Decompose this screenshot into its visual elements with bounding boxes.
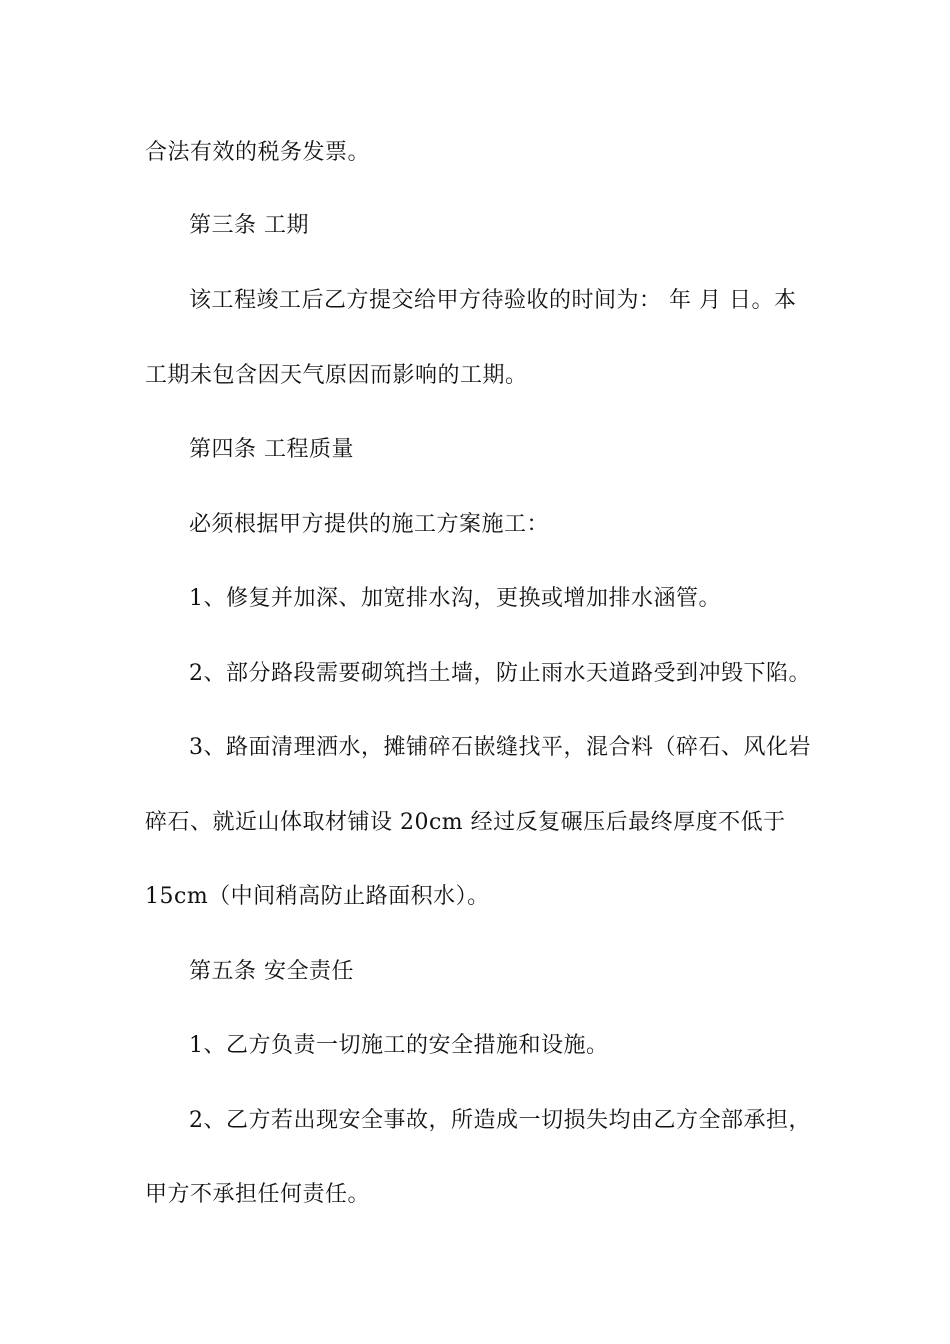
paragraph-continuation: 合法有效的税务发票。	[145, 140, 371, 165]
article-5-item-2: 2、乙方若出现安全事故，所造成一切损失均由乙方全部承担，	[189, 1108, 811, 1133]
article-3-heading: 第三条 工期	[189, 213, 309, 238]
article-3-paragraph: 该工程竣工后乙方提交给甲方待验收的时间为： 年 月 日。本	[189, 288, 797, 313]
article-5-heading: 第五条 安全责任	[189, 959, 354, 984]
article-4-item-1: 1、修复并加深、加宽排水沟，更换或增加排水涵管。	[189, 586, 721, 611]
article-5-item-2-cont: 甲方不承担任何责任。	[145, 1182, 371, 1207]
article-4-item-2: 2、部分路段需要砌筑挡土墙，防止雨水天道路受到冲毁下陷。	[189, 661, 811, 686]
article-4-intro: 必须根据甲方提供的施工方案施工：	[189, 512, 550, 537]
article-4-heading: 第四条 工程质量	[189, 437, 354, 462]
article-4-item-3-cont: 碎石、就近山体取材铺设 20cm 经过反复碾压后最终厚度不低于	[145, 810, 786, 835]
article-3-paragraph-cont: 工期未包含因天气原因而影响的工期。	[145, 363, 528, 388]
article-4-item-3: 3、路面清理洒水，摊铺碎石嵌缝找平，混合料（碎石、风化岩	[189, 735, 811, 760]
article-5-item-1: 1、乙方负责一切施工的安全措施和设施。	[189, 1033, 609, 1058]
article-4-item-3-cont2: 15cm（中间稍高防止路面积水）。	[145, 884, 490, 909]
